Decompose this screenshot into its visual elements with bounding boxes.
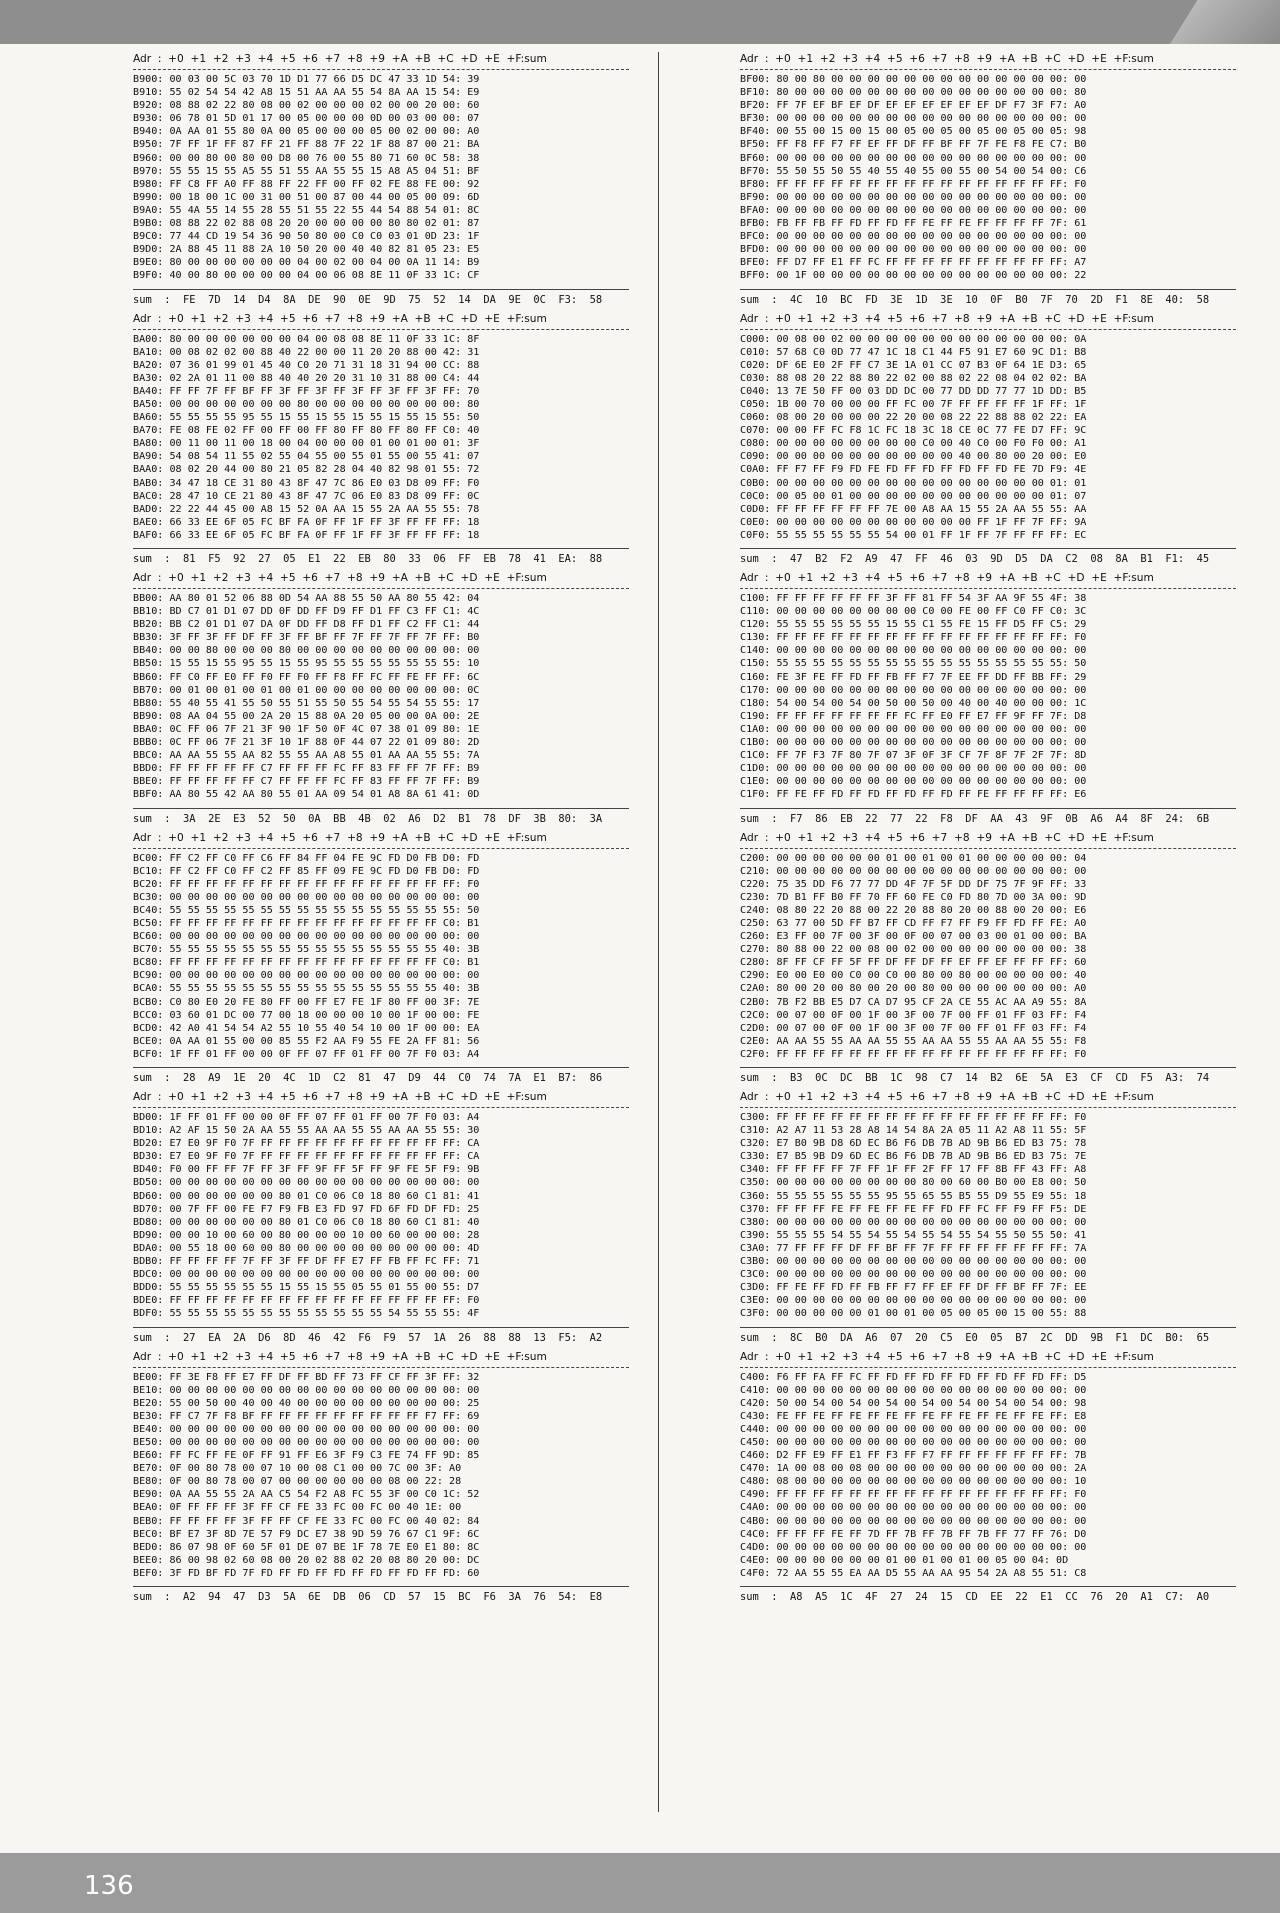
sum-rule xyxy=(740,289,1236,290)
header-rule xyxy=(740,588,1236,589)
hex-dump-block xyxy=(133,831,629,1087)
hex-row: BC50: FF FF FF FF FF FF FF FF FF FF FF FF FF FF FF C0: B1 xyxy=(133,917,480,929)
hex-row: B930: 06 78 01 5D 01 17 00 05 00 00 00 0D 00 03 00 00: 07 xyxy=(133,113,480,125)
hex-row: BBA0: 0C FF 06 7F 21 3F 90 1F 50 0F 4C 07 38 01 09 80: 1E xyxy=(133,723,480,735)
checksum-row: sum : 8C B0 DA A6 07 20 C5 E0 05 B7 2C DD 9B F1 DC B0: 65 xyxy=(740,1331,1210,1344)
hex-row: BE40: 00 00 00 00 00 00 00 00 00 00 00 00 00 00 00 00: 00 xyxy=(133,1423,480,1435)
hex-dump-block xyxy=(740,571,1236,827)
hex-row: C380: 00 00 00 00 00 00 00 00 00 00 00 00 00 00 00 00: 00 xyxy=(740,1216,1087,1228)
hex-row: BD50: 00 00 00 00 00 00 00 00 00 00 00 00 00 00 00 00: 00 xyxy=(133,1177,480,1189)
header-rule xyxy=(740,69,1236,70)
hex-row: C410: 00 00 00 00 00 00 00 00 00 00 00 00 00 00 00 00: 00 xyxy=(740,1384,1087,1396)
hex-row: BEA0: 0F FF FF FF 3F FF CF FE 33 FC 00 FC 00 40 1E: 00 xyxy=(133,1502,462,1514)
hex-dump-block xyxy=(740,1350,1236,1606)
hex-row: B950: 7F FF 1F FF 87 FF 21 FF 88 7F 22 1F 88 87 00 21: BA xyxy=(133,139,480,151)
checksum-row: sum : A2 94 47 D3 5A 6E DB 06 CD 57 15 BC F6 3A 76 54: E8 xyxy=(133,1591,603,1603)
hex-row: BFF0: 00 1F 00 00 00 00 00 00 00 00 00 00 00 00 00 00: 22 xyxy=(740,270,1087,282)
hex-row: BBD0: FF FF FF FF FF C7 FF FF FF FC FF 83 FF FF 7F FF: B9 xyxy=(133,763,480,775)
header-rule xyxy=(133,329,629,330)
hex-row: BA80: 00 11 00 11 00 18 00 04 00 00 00 01 00 01 00 01: 3F xyxy=(133,438,480,450)
hex-row: BB10: BD C7 01 D1 07 DD 0F DD FF D9 FF D1 FF C3 FF C1: 4C xyxy=(133,606,480,618)
hex-row: C030: 88 08 20 22 88 80 22 02 00 88 02 22 08 04 02 02: BA xyxy=(740,372,1087,384)
hex-row: BAA0: 08 02 20 44 00 80 21 05 82 28 04 40 82 98 01 55: 72 xyxy=(133,464,480,476)
hex-row: C1F0: FF FE FF FD FF FD FF FD FF FD FF FE FF FF FF FF: E6 xyxy=(740,789,1087,801)
block-header: Adr : +0 +1 +2 +3 +4 +5 +6 +7 +8 +9 +A +B +C +D +E +F:sum xyxy=(133,572,547,584)
hex-row: BF10: 80 00 00 00 00 00 00 00 00 00 00 00 00 00 00 00: 80 xyxy=(740,87,1087,99)
hex-row: C0A0: FF F7 FF F9 FD FE FD FF FD FF FD FF FD FE 7D F9: 4E xyxy=(740,464,1087,476)
hex-row: C2F0: FF FF FF FF FF FF FF FF FF FF FF FF FF FF FF FF: F0 xyxy=(740,1048,1087,1060)
hex-row: BB50: 15 55 15 55 95 55 15 55 95 55 55 55 55 55 55 55: 10 xyxy=(133,658,480,670)
hex-row: BF80: FF FF FF FF FF FF FF FF FF FF FF FF FF FF FF FF: F0 xyxy=(740,178,1087,190)
hex-row: C190: FF FF FF FF FF FF FF FC FF E0 FF E7 FF 9F FF 7F: D8 xyxy=(740,710,1087,722)
hex-row: BDF0: 55 55 55 55 55 55 55 55 55 55 55 55 54 55 55 55: 4F xyxy=(133,1308,480,1320)
checksum-row: sum : B3 0C DC BB 1C 98 C7 14 B2 6E 5A E3 CF CD F5 A3: 74 xyxy=(740,1072,1210,1084)
hex-row: B920: 08 88 02 22 80 08 00 02 00 00 00 02 00 00 20 00: 60 xyxy=(133,100,480,112)
hex-row: BB00: AA 80 01 52 06 88 0D 54 AA 88 55 50 AA 80 55 42: 04 xyxy=(133,593,480,604)
block-header: Adr : +0 +1 +2 +3 +4 +5 +6 +7 +8 +9 +A +B +C +D +E +F:sum xyxy=(740,572,1154,584)
hex-row: BA20: 07 36 01 99 01 45 40 C0 20 71 31 18 31 94 00 CC: 88 xyxy=(133,359,480,371)
hex-row: C440: 00 00 00 00 00 00 00 00 00 00 00 00 00 00 00 00: 00 xyxy=(740,1423,1087,1435)
hex-row: BA70: FE 08 FE 02 FF 00 FF 00 FF 80 FF 80 FF 80 FF C0: 40 xyxy=(133,425,480,437)
hex-row: C420: 50 00 54 00 54 00 54 00 54 00 54 00 54 00 54 00: 98 xyxy=(740,1397,1087,1409)
hex-row: C160: FE 3F FE FF FD FF FB FF F7 7F EE FF DD FF BB FF: 29 xyxy=(740,671,1087,683)
hex-row: BC30: 00 00 00 00 00 00 00 00 00 00 00 00 00 00 00 00: 00 xyxy=(133,891,480,903)
hex-row: C140: 00 00 00 00 00 00 00 00 00 00 00 00 00 00 00 00: 00 xyxy=(740,645,1087,657)
hex-row: C1A0: 00 00 00 00 00 00 00 00 00 00 00 00 00 00 00 00: 00 xyxy=(740,723,1087,735)
hex-row: C100: FF FF FF FF FF FF 3F FF 81 FF 54 3F AA 9F 55 4F: 38 xyxy=(740,593,1087,604)
hex-row: BA10: 00 08 02 02 00 88 40 22 00 00 11 20 20 88 00 42: 31 xyxy=(133,346,480,358)
header-rule xyxy=(133,848,629,849)
sum-rule xyxy=(133,808,629,809)
hex-row: BF90: 00 00 00 00 00 00 00 00 00 00 00 00 00 00 00 00: 00 xyxy=(740,191,1087,203)
hex-row: BE20: 55 00 50 00 40 00 40 00 00 00 00 00 00 00 00 00: 25 xyxy=(133,1397,480,1409)
hex-row: BA30: 02 2A 01 11 00 88 40 40 20 20 31 10 31 88 00 C4: 44 xyxy=(133,372,480,384)
hex-row: C060: 08 00 20 00 00 00 22 20 00 08 22 22 88 88 02 22: EA xyxy=(740,412,1087,424)
hex-row: B9B0: 08 88 22 02 88 08 20 20 00 00 00 00 80 80 02 01: 87 xyxy=(133,218,480,230)
hex-row: BDA0: 00 55 18 00 60 00 80 00 00 00 00 00 00 00 00 00: 4D xyxy=(133,1242,480,1254)
hex-row: BBB0: 0C FF 06 7F 21 3F 10 1F 88 0F 44 07 22 01 09 80: 2D xyxy=(133,737,480,749)
hex-dump-block xyxy=(133,571,629,827)
hex-row: C240: 08 80 22 20 88 00 22 20 88 80 20 00 88 00 20 00: E6 xyxy=(740,904,1087,916)
hex-row: C070: 00 00 FF FC F8 1C FC 18 3C 18 CE 0C 77 FE D7 FF: 9C xyxy=(740,425,1087,437)
hex-row: BA50: 00 00 00 00 00 00 00 80 00 00 00 00 00 00 00 00: 80 xyxy=(133,398,480,410)
hex-row: C2C0: 00 07 00 0F 00 1F 00 3F 00 7F 00 FF 01 FF 03 FF: F4 xyxy=(740,1009,1087,1021)
hex-row: BF00: 80 00 80 00 00 00 00 00 00 00 00 00 00 00 00 00: 00 xyxy=(740,74,1087,85)
header-rule xyxy=(740,1107,1236,1108)
hex-row: BDC0: 00 00 00 00 00 00 00 00 00 00 00 00 00 00 00 00: 00 xyxy=(133,1269,480,1281)
hex-row: C490: FF FF FF FF FF FF FF FF FF FF FF FF FF FF FF FF: F0 xyxy=(740,1489,1087,1501)
hex-row: B940: 0A AA 01 55 80 0A 00 05 00 00 00 05 00 02 00 00: A0 xyxy=(133,126,480,138)
hex-row: C400: F6 FF FA FF FC FF FD FF FD FF FD FF FD FF FD FF: D5 xyxy=(740,1371,1087,1383)
hex-row: BD90: 00 00 10 00 60 00 80 00 00 00 10 00 60 00 00 00: 28 xyxy=(133,1229,480,1241)
hex-row: BD40: F0 00 FF FF 7F FF 3F FF 9F FF 5F FF 9F FE 5F F9: 9B xyxy=(133,1164,480,1176)
hex-row: BC60: 00 00 00 00 00 00 00 00 00 00 00 00 00 00 00 00: 00 xyxy=(133,931,480,943)
hex-row: C020: DF 6E E0 2F FF C7 3E 1A 01 CC 07 B3 0F 64 1E D3: 65 xyxy=(740,359,1087,371)
hex-row: C430: FE FF FE FF FE FF FE FF FE FF FE FF FE FF FE FF: E8 xyxy=(740,1410,1087,1422)
hex-row: C040: 13 7E 50 FF 00 03 DD DC 00 77 DD DD 77 77 1D DD: B5 xyxy=(740,385,1087,397)
hex-row: C1D0: 00 00 00 00 00 00 00 00 00 00 00 00 00 00 00 00: 00 xyxy=(740,763,1087,775)
hex-row: C320: E7 B0 9B D8 6D EC B6 F6 DB 7B AD 9B B6 ED B3 75: 78 xyxy=(740,1138,1087,1150)
checksum-row: sum : 27 EA 2A D6 8D 46 42 F6 F9 57 1A 26 88 88 13 F5: A2 xyxy=(133,1331,603,1344)
hex-row: C280: 8F FF CF FF 5F FF DF FF DF FF EF FF EF FF FF FF: 60 xyxy=(740,957,1087,969)
hex-dump-block xyxy=(740,52,1236,308)
header-rule xyxy=(133,588,629,589)
page-number: 136 xyxy=(84,1871,134,1901)
hex-row: BF40: 00 55 00 15 00 15 00 05 00 05 00 05 00 05 00 05: 98 xyxy=(740,126,1087,138)
hex-row: B990: 00 18 00 1C 00 31 00 51 00 87 00 44 00 05 00 09: 6D xyxy=(133,191,480,203)
hex-row: BAC0: 28 47 10 CE 21 80 43 8F 47 7C 06 E0 83 D8 09 FF: 0C xyxy=(133,490,480,502)
hex-row: BEB0: FF FF FF FF 3F FF FF CF FE 33 FC 00 FC 00 40 02: 84 xyxy=(133,1515,480,1527)
hex-row: C0E0: 00 00 00 00 00 00 00 00 00 00 00 FF 1F FF 7F FF: 9A xyxy=(740,516,1087,528)
hex-row: BB40: 00 00 80 00 00 00 80 00 00 00 00 00 00 00 00 00: 00 xyxy=(133,645,480,657)
header-rule xyxy=(740,848,1236,849)
hex-row: BD10: A2 AF 15 50 2A AA 55 55 AA AA 55 55 AA AA 55 55: 30 xyxy=(133,1125,480,1137)
checksum-row: sum : 4C 10 BC FD 3E 1D 3E 10 0F B0 7F 70 2D F1 8E 40: 58 xyxy=(740,293,1210,306)
hex-row: BB60: FF C0 FF E0 FF F0 FF F0 FF F8 FF FC FF FE FF FF: 6C xyxy=(133,671,480,683)
hex-row: BD70: 00 7F FF 00 FE F7 F9 FB E3 FD 97 FD 6F FD DF FD: 25 xyxy=(133,1203,480,1215)
hex-row: BA40: FF FF 7F FF BF FF 3F FF 3F FF 3F FF 3F FF 3F FF: 70 xyxy=(133,385,480,397)
hex-row: BC20: FF FF FF FF FF FF FF FF FF FF FF FF FF FF FF FF: F0 xyxy=(133,878,480,890)
hex-row: BCB0: C0 80 E0 20 FE 80 FF 00 FF E7 FE 1F 80 FF 00 3F: 7E xyxy=(133,996,480,1008)
column-divider xyxy=(658,52,659,1812)
header-rule xyxy=(740,329,1236,330)
checksum-row: sum : A8 A5 1C 4F 27 24 15 CD EE 22 E1 CC 76 20 A1 C7: A0 xyxy=(740,1591,1210,1603)
hex-row: BDE0: FF FF FF FF FF FF FF FF FF FF FF FF FF FF FF FF: F0 xyxy=(133,1295,480,1307)
hex-row: BCE0: 0A AA 01 55 00 00 85 55 F2 AA F9 55 FE 2A FF 81: 56 xyxy=(133,1035,480,1047)
hex-row: BFE0: FF D7 FF E1 FF FC FF FF FF FF FF FF FF FF FF FF: A7 xyxy=(740,257,1087,269)
hex-row: BCA0: 55 55 55 55 55 55 55 55 55 55 55 55 55 55 55 40: 3B xyxy=(133,983,480,995)
hex-row: BF60: 00 00 00 00 00 00 00 00 00 00 00 00 00 00 00 00: 00 xyxy=(740,152,1087,164)
hex-row: C130: FF FF FF FF FF FF FF FF FF FF FF FF FF FF FF FF: F0 xyxy=(740,632,1087,644)
hex-row: C260: E3 FF 00 7F 00 3F 00 0F 00 07 00 03 00 01 00 00: BA xyxy=(740,931,1087,943)
hex-dump-block xyxy=(133,312,629,568)
footer-band xyxy=(0,1853,1280,1913)
left-column xyxy=(133,52,629,1609)
top-band xyxy=(0,0,1280,44)
hex-row: C1B0: 00 00 00 00 00 00 00 00 00 00 00 00 00 00 00 00: 00 xyxy=(740,737,1087,749)
sum-rule xyxy=(133,1586,629,1587)
hex-dump-block xyxy=(740,831,1236,1087)
sum-rule xyxy=(740,548,1236,549)
hex-row: C390: 55 55 55 54 55 54 55 54 55 54 55 54 55 50 55 50: 41 xyxy=(740,1229,1087,1241)
checksum-row: sum : F7 86 EB 22 77 22 F8 DF AA 43 9F 0B A6 A4 8F 24: 6B xyxy=(740,812,1210,825)
sum-rule xyxy=(133,1067,629,1068)
hex-row: C200: 00 00 00 00 00 00 01 00 01 00 01 00 00 00 00 00: 04 xyxy=(740,852,1087,864)
hex-row: BA60: 55 55 55 55 95 55 15 55 15 55 15 55 15 55 15 55: 50 xyxy=(133,412,480,424)
checksum-row: sum : FE 7D 14 D4 8A DE 90 0E 9D 75 52 14 DA 9E 0C F3: 58 xyxy=(133,293,603,306)
hex-row: BB20: BB C2 01 D1 07 DA 0F DD FF D8 FF D1 FF C2 FF C1: 44 xyxy=(133,619,480,631)
hex-row: C3C0: 00 00 00 00 00 00 00 00 00 00 00 00 00 00 00 00: 00 xyxy=(740,1269,1087,1281)
hex-row: BFB0: FB FF FB FF FD FF FD FF FE FF FE FF FF FF FF 7F: 61 xyxy=(740,218,1087,230)
block-header: Adr : +0 +1 +2 +3 +4 +5 +6 +7 +8 +9 +A +B +C +D +E +F:sum xyxy=(740,1350,1154,1363)
hex-row: C350: 00 00 00 00 00 00 00 00 80 00 60 00 B0 00 E8 00: 50 xyxy=(740,1177,1087,1189)
hex-row: BC70: 55 55 55 55 55 55 55 55 55 55 55 55 55 55 55 40: 3B xyxy=(133,944,480,956)
block-header: Adr : +0 +1 +2 +3 +4 +5 +6 +7 +8 +9 +A +B +C +D +E +F:sum xyxy=(133,1091,547,1103)
hex-row: BFD0: 00 00 00 00 00 00 00 00 00 00 00 00 00 00 00 00: 00 xyxy=(740,244,1087,256)
hex-dump-block xyxy=(740,312,1236,568)
hex-row: B910: 55 02 54 54 42 A8 15 51 AA AA 55 54 8A AA 15 54: E9 xyxy=(133,87,480,99)
hex-row: BEF0: 3F FD BF FD 7F FD FF FD FF FD FF FD FF FD FF FD: 60 xyxy=(133,1567,480,1579)
hex-row: BF20: FF 7F EF BF EF DF EF EF EF EF EF EF DF F7 3F F7: A0 xyxy=(740,100,1087,112)
hex-row: BD20: E7 E0 9F F0 7F FF FF FF FF FF FF FF FF FF FF FF: CA xyxy=(133,1138,480,1150)
hex-row: BB70: 00 01 00 01 00 01 00 01 00 00 00 00 00 00 00 00: 0C xyxy=(133,684,480,696)
hex-row: C450: 00 00 00 00 00 00 00 00 00 00 00 00 00 00 00 00: 00 xyxy=(740,1436,1087,1448)
hex-row: C1E0: 00 00 00 00 00 00 00 00 00 00 00 00 00 00 00 00: 00 xyxy=(740,776,1087,788)
hex-row: C150: 55 55 55 55 55 55 55 55 55 55 55 55 55 55 55 55: 50 xyxy=(740,658,1087,670)
hex-row: C310: A2 A7 11 53 28 A8 14 54 8A 2A 05 11 A2 A8 11 55: 5F xyxy=(740,1125,1087,1137)
hex-row: C050: 1B 00 70 00 00 00 FF FC 00 7F FF FF FF FF 1F FF: 1F xyxy=(740,398,1087,410)
hex-row: B9E0: 80 00 00 00 00 00 00 04 00 02 00 04 00 0A 11 14: B9 xyxy=(133,257,480,269)
hex-row: C2B0: 7B F2 BB E5 D7 CA D7 95 CF 2A CE 55 AC AA A9 55: 8A xyxy=(740,996,1087,1008)
header-rule xyxy=(740,1367,1236,1368)
hex-row: BBE0: FF FF FF FF FF C7 FF FF FF FC FF 83 FF FF 7F FF: B9 xyxy=(133,776,480,788)
hex-row: B9F0: 40 00 80 00 00 00 00 04 00 06 08 8E 11 0F 33 1C: CF xyxy=(133,270,480,282)
sum-rule xyxy=(740,1327,1236,1328)
hex-row: C230: 7D B1 FF B0 FF 70 FF 60 FE C0 FD 80 7D 00 3A 00: 9D xyxy=(740,891,1087,903)
hex-row: C290: E0 00 E0 00 C0 00 C0 00 80 00 80 00 00 00 00 00: 40 xyxy=(740,970,1087,982)
hex-row: C010: 57 68 C0 0D 77 47 1C 18 C1 44 F5 91 E7 60 9C D1: B8 xyxy=(740,346,1087,358)
hex-row: BC10: FF C2 FF C0 FF C2 FF 85 FF 09 FE 9C FD D0 FB D0: FD xyxy=(133,865,480,877)
hex-row: B970: 55 55 15 55 A5 55 51 55 AA 55 55 15 A8 A5 04 51: BF xyxy=(133,165,480,177)
hex-row: BAB0: 34 47 18 CE 31 80 43 8F 47 7C 86 E0 03 D8 09 FF: F0 xyxy=(133,477,480,489)
top-band-corner xyxy=(1170,0,1280,44)
hex-row: C3B0: 00 00 00 00 00 00 00 00 00 00 00 00 00 00 00 00: 00 xyxy=(740,1256,1087,1268)
checksum-row: sum : 28 A9 1E 20 4C 1D C2 81 47 D9 44 C0 74 7A E1 B7: 86 xyxy=(133,1072,603,1084)
hex-row: C250: 63 77 00 5D FF B7 FF CD FF F7 FF F9 FF FD FF FE: A0 xyxy=(740,917,1087,929)
block-header: Adr : +0 +1 +2 +3 +4 +5 +6 +7 +8 +9 +A +B +C +D +E +F:sum xyxy=(133,53,547,65)
hex-row: C300: FF FF FF FF FF FF FF FF FF FF FF FF FF FF FF FF: F0 xyxy=(740,1112,1087,1123)
hex-row: BD30: E7 E0 9F F0 7F FF FF FF FF FF FF FF FF FF FF FF: CA xyxy=(133,1151,480,1163)
hex-row: C110: 00 00 00 00 00 00 00 00 C0 00 FE 00 FF C0 FF C0: 3C xyxy=(740,606,1087,618)
hex-row: BC80: FF FF FF FF FF FF FF FF FF FF FF FF FF FF FF C0: B1 xyxy=(133,957,480,969)
sum-rule xyxy=(740,1067,1236,1068)
checksum-row: sum : 81 F5 92 27 05 E1 22 EB 80 33 06 FF EB 78 41 EA: 88 xyxy=(133,553,603,565)
header-rule xyxy=(133,1367,629,1368)
hex-row: BB90: 08 AA 04 55 00 2A 20 15 88 0A 20 05 00 00 0A 00: 2E xyxy=(133,710,480,722)
sum-rule xyxy=(133,1327,629,1328)
hex-row: BA90: 54 08 54 11 55 02 55 04 55 00 55 01 55 00 55 41: 07 xyxy=(133,451,480,463)
hex-row: BED0: 86 07 98 0F 60 5F 01 DE 07 BE 1F 78 7E E0 E1 80: 8C xyxy=(133,1541,480,1553)
block-header: Adr : +0 +1 +2 +3 +4 +5 +6 +7 +8 +9 +A +B +C +D +E +F:sum xyxy=(740,312,1154,325)
hex-row: C2E0: AA AA 55 55 AA AA 55 55 AA AA 55 55 AA AA 55 55: F8 xyxy=(740,1035,1087,1047)
block-header: Adr : +0 +1 +2 +3 +4 +5 +6 +7 +8 +9 +A +B +C +D +E +F:sum xyxy=(133,312,547,325)
hex-row: C3D0: FF FE FF FD FF FB FF F7 FF EF FF DF FF BF FF 7F: EE xyxy=(740,1282,1087,1294)
hex-row: C090: 00 00 00 00 00 00 00 00 00 00 40 00 80 00 20 00: E0 xyxy=(740,451,1087,463)
hex-row: BEE0: 86 00 98 02 60 08 00 20 02 88 02 20 08 80 20 00: DC xyxy=(133,1554,480,1566)
hex-row: BEC0: BF E7 3F 8D 7E 57 F9 DC E7 38 9D 59 76 67 C1 9F: 6C xyxy=(133,1528,480,1540)
hex-row: BE70: 0F 00 80 78 00 07 10 00 08 C1 00 00 7C 00 3F: A0 xyxy=(133,1463,462,1475)
right-column xyxy=(740,52,1236,1609)
hex-row: BB80: 55 40 55 41 55 50 55 51 55 50 55 54 55 54 55 55: 17 xyxy=(133,697,480,709)
sum-rule xyxy=(740,1586,1236,1587)
hex-row: C120: 55 55 55 55 55 55 15 55 C1 55 FE 15 FF D5 FF C5: 29 xyxy=(740,619,1087,631)
hex-row: C2D0: 00 07 00 0F 00 1F 00 3F 00 7F 00 FF 01 FF 03 FF: F4 xyxy=(740,1022,1087,1034)
hex-row: BDB0: FF FF FF FF 7F FF 3F FF DF FF E7 FF FB FF FC FF: 71 xyxy=(133,1256,480,1268)
hex-row: BFA0: 00 00 00 00 00 00 00 00 00 00 00 00 00 00 00 00: 00 xyxy=(740,204,1087,216)
hex-row: B9C0: 77 44 CD 19 54 36 90 50 80 00 C0 C0 03 01 0D 23: 1F xyxy=(133,231,480,243)
hex-dump-block xyxy=(740,1090,1236,1346)
hex-row: C330: E7 B5 9B D9 6D EC B6 F6 DB 7B AD 9B B6 ED B3 75: 7E xyxy=(740,1151,1087,1163)
hex-row: BE80: 0F 00 80 78 00 07 00 00 00 00 00 00 08 00 22: 28 xyxy=(133,1476,462,1488)
checksum-row: sum : 3A 2E E3 52 50 0A BB 4B 02 A6 D2 B1 78 DF 3B 80: 3A xyxy=(133,812,603,825)
checksum-row: sum : 47 B2 F2 A9 47 FF 46 03 9D D5 DA C2 08 8A B1 F1: 45 xyxy=(740,553,1210,565)
hex-row: BE60: FF FC FF FE 0F FF 91 FF E6 3F F9 C3 FE 74 FF 9D: 85 xyxy=(133,1450,480,1462)
hex-row: BC40: 55 55 55 55 55 55 55 55 55 55 55 55 55 55 55 55: 50 xyxy=(133,904,480,916)
hex-row: C470: 1A 00 08 00 08 00 00 00 00 00 00 00 00 00 00 00: 2A xyxy=(740,1463,1087,1475)
hex-dump-block xyxy=(133,52,629,308)
hex-row: BDD0: 55 55 55 55 55 55 15 55 15 55 05 55 01 55 00 55: D7 xyxy=(133,1282,480,1294)
hex-row: BCD0: 42 A0 41 54 54 A2 55 10 55 40 54 10 00 1F 00 00: EA xyxy=(133,1022,480,1034)
hex-row: BC00: FF C2 FF C0 FF C6 FF 84 FF 04 FE 9C FD D0 FB D0: FD xyxy=(133,852,480,864)
block-header: Adr : +0 +1 +2 +3 +4 +5 +6 +7 +8 +9 +A +B +C +D +E +F:sum xyxy=(740,53,1154,65)
hex-row: C170: 00 00 00 00 00 00 00 00 00 00 00 00 00 00 00 00: 00 xyxy=(740,684,1087,696)
hex-row: BE90: 0A AA 55 55 2A AA C5 54 F2 A8 FC 55 3F 00 C0 1C: 52 xyxy=(133,1489,480,1501)
block-header: Adr : +0 +1 +2 +3 +4 +5 +6 +7 +8 +9 +A +B +C +D +E +F:sum xyxy=(133,831,547,844)
header-rule xyxy=(133,69,629,70)
hex-row: BE10: 00 00 00 00 00 00 00 00 00 00 00 00 00 00 00 00: 00 xyxy=(133,1384,480,1396)
hex-row: C3A0: 77 FF FF FF DF FF BF FF 7F FF FF FF FF FF FF FF: 7A xyxy=(740,1242,1087,1254)
hex-row: B9D0: 2A 88 45 11 88 2A 10 50 20 00 40 40 82 81 05 23: E5 xyxy=(133,244,480,256)
hex-row: B9A0: 55 4A 55 14 55 28 55 51 55 22 55 44 54 88 54 01: 8C xyxy=(133,204,480,216)
hex-row: BAE0: 66 33 EE 6F 05 FC BF FA 0F FF 1F FF 3F FF FF FF: 18 xyxy=(133,516,480,528)
hex-row: BE50: 00 00 00 00 00 00 00 00 00 00 00 00 00 00 00 00: 00 xyxy=(133,1436,480,1448)
hex-row: C4C0: FF FF FF FE FF 7D FF 7B FF 7B FF 7B FF 77 FF 76: D0 xyxy=(740,1528,1087,1540)
block-header: Adr : +0 +1 +2 +3 +4 +5 +6 +7 +8 +9 +A +B +C +D +E +F:sum xyxy=(740,831,1154,844)
sum-rule xyxy=(133,548,629,549)
hex-row: BD60: 00 00 00 00 00 00 80 01 C0 06 C0 18 80 60 C1 81: 41 xyxy=(133,1190,480,1202)
hex-row: B980: FF C8 FF A0 FF 88 FF 22 FF 00 FF 02 FE 88 FE 00: 92 xyxy=(133,178,480,190)
hex-row: BE30: FF C7 7F F8 BF FF FF FF FF FF FF FF FF FF F7 FF: 69 xyxy=(133,1410,480,1422)
header-rule xyxy=(133,1107,629,1108)
hex-row: BAF0: 66 33 EE 6F 05 FC BF FA 0F FF 1F FF 3F FF FF FF: 18 xyxy=(133,529,480,541)
hex-row: BA00: 80 00 00 00 00 00 00 04 00 08 08 8E 11 0F 33 1C: 8F xyxy=(133,333,480,345)
hex-row: C460: D2 FF E9 FF E1 FF F3 FF F7 FF FF FF FF FF FF FF: 7B xyxy=(740,1450,1087,1462)
hex-row: C3F0: 00 00 00 00 00 01 00 01 00 05 00 05 00 15 00 55: 88 xyxy=(740,1308,1087,1320)
hex-row: BF30: 00 00 00 00 00 00 00 00 00 00 00 00 00 00 00 00: 00 xyxy=(740,113,1087,125)
hex-row: C220: 75 35 DD F6 77 77 DD 4F 7F 5F DD DF 75 7F 9F FF: 33 xyxy=(740,878,1087,890)
hex-dump-block xyxy=(133,1350,629,1606)
hex-row: BB30: 3F FF 3F FF DF FF 3F FF BF FF 7F FF 7F FF 7F FF: B0 xyxy=(133,632,480,644)
block-header: Adr : +0 +1 +2 +3 +4 +5 +6 +7 +8 +9 +A +B +C +D +E +F:sum xyxy=(133,1350,547,1363)
hex-row: C4E0: 00 00 00 00 00 00 01 00 01 00 01 00 05 00 04: 0D xyxy=(740,1554,1069,1566)
hex-row: BCF0: 1F FF 01 FF 00 00 0F FF 07 FF 01 FF 00 7F F0 03: A4 xyxy=(133,1048,480,1060)
hex-row: B900: 00 03 00 5C 03 70 1D D1 77 66 D5 DC 47 33 1D 54: 39 xyxy=(133,74,480,85)
hex-row: C0C0: 00 05 00 01 00 00 00 00 00 00 00 00 00 00 00 01: 07 xyxy=(740,490,1087,502)
hex-row: C180: 54 00 54 00 54 00 50 00 50 00 40 00 40 00 00 00: 1C xyxy=(740,697,1087,709)
hex-row: C4A0: 00 00 00 00 00 00 00 00 00 00 00 00 00 00 00 00: 00 xyxy=(740,1502,1087,1514)
hex-row: C0D0: FF FF FF FF FF FF 7E 00 A8 AA 15 55 2A AA 55 55: AA xyxy=(740,503,1087,515)
hex-row: BBF0: AA 80 55 42 AA 80 55 01 AA 09 54 01 A8 8A 61 41: 0D xyxy=(133,789,480,801)
hex-row: C000: 00 08 00 02 00 00 00 00 00 00 00 00 00 00 00 00: 0A xyxy=(740,333,1087,345)
hex-row: BC90: 00 00 00 00 00 00 00 00 00 00 00 00 00 00 00 00: 00 xyxy=(133,970,480,982)
hex-row: BFC0: 00 00 00 00 00 00 00 00 00 00 00 00 00 00 00 00: 00 xyxy=(740,231,1087,243)
hex-row: BD80: 00 00 00 00 00 00 80 01 C0 06 C0 18 80 60 C1 81: 40 xyxy=(133,1216,480,1228)
hex-row: C4D0: 00 00 00 00 00 00 00 00 00 00 00 00 00 00 00 00: 00 xyxy=(740,1541,1087,1553)
hex-row: C210: 00 00 00 00 00 00 00 00 00 00 00 00 00 00 00 00: 00 xyxy=(740,865,1087,877)
hex-row: C480: 08 00 00 00 00 00 00 00 00 00 00 00 00 00 00 00: 10 xyxy=(740,1476,1087,1488)
hex-dump-block xyxy=(133,1090,629,1346)
hex-row: C3E0: 00 00 00 00 00 00 00 00 00 00 00 00 00 00 00 00: 00 xyxy=(740,1295,1087,1307)
hex-row: BF70: 55 50 55 50 55 40 55 40 55 00 55 00 54 00 54 00: C6 xyxy=(740,165,1087,177)
hex-row: C4B0: 00 00 00 00 00 00 00 00 00 00 00 00 00 00 00 00: 00 xyxy=(740,1515,1087,1527)
hex-row: BD00: 1F FF 01 FF 00 00 0F FF 07 FF 01 FF 00 7F F0 03: A4 xyxy=(133,1112,480,1123)
hex-row: BE00: FF 3E F8 FF E7 FF DF FF BD FF 73 FF CF FF 3F FF: 32 xyxy=(133,1371,480,1383)
hex-row: BAD0: 22 22 44 45 00 A8 15 52 0A AA 15 55 2A AA 55 55: 78 xyxy=(133,503,480,515)
sum-rule xyxy=(133,289,629,290)
hex-row: BBC0: AA AA 55 55 AA 82 55 55 AA A8 55 01 AA AA 55 55: 7A xyxy=(133,750,480,762)
hex-row: C0F0: 55 55 55 55 55 55 54 00 01 FF 1F FF 7F FF FF FF: EC xyxy=(740,529,1087,541)
hex-row: C4F0: 72 AA 55 55 EA AA D5 55 AA AA 95 54 2A A8 55 51: C8 xyxy=(740,1567,1087,1579)
hex-row: C360: 55 55 55 55 55 55 95 55 65 55 B5 55 D9 55 E9 55: 18 xyxy=(740,1190,1087,1202)
hex-row: C340: FF FF FF FF 7F FF 1F FF 2F FF 17 FF 8B FF 43 FF: A8 xyxy=(740,1164,1087,1176)
hex-row: C270: 80 88 00 22 00 08 00 02 00 00 00 00 00 00 00 00: 38 xyxy=(740,944,1087,956)
hex-row: C2A0: 80 00 20 00 80 00 20 00 80 00 00 00 00 00 00 00: A0 xyxy=(740,983,1087,995)
hex-row: C080: 00 00 00 00 00 00 00 00 C0 00 40 C0 00 F0 F0 00: A1 xyxy=(740,438,1087,450)
hex-row: C1C0: FF 7F F3 7F 80 7F 07 3F 0F 3F CF 7F 8F 7F 2F 7F: 8D xyxy=(740,750,1087,762)
hex-row: B960: 00 00 80 00 80 00 D8 00 76 00 55 80 71 60 0C 58: 38 xyxy=(133,152,480,164)
sum-rule xyxy=(740,808,1236,809)
block-header: Adr : +0 +1 +2 +3 +4 +5 +6 +7 +8 +9 +A +B +C +D +E +F:sum xyxy=(740,1091,1154,1103)
hex-row: C370: FF FF FF FE FF FE FF FE FF FD FF FC FF F9 FF F5: DE xyxy=(740,1203,1087,1215)
hex-row: C0B0: 00 00 00 00 00 00 00 00 00 00 00 00 00 00 00 01: 01 xyxy=(740,477,1087,489)
hex-row: BF50: FF F8 FF F7 FF EF FF DF FF BF FF 7F FE F8 FE C7: B0 xyxy=(740,139,1087,151)
hex-row: BCC0: 03 60 01 DC 00 77 00 18 00 00 00 10 00 1F 00 00: FE xyxy=(133,1009,480,1021)
